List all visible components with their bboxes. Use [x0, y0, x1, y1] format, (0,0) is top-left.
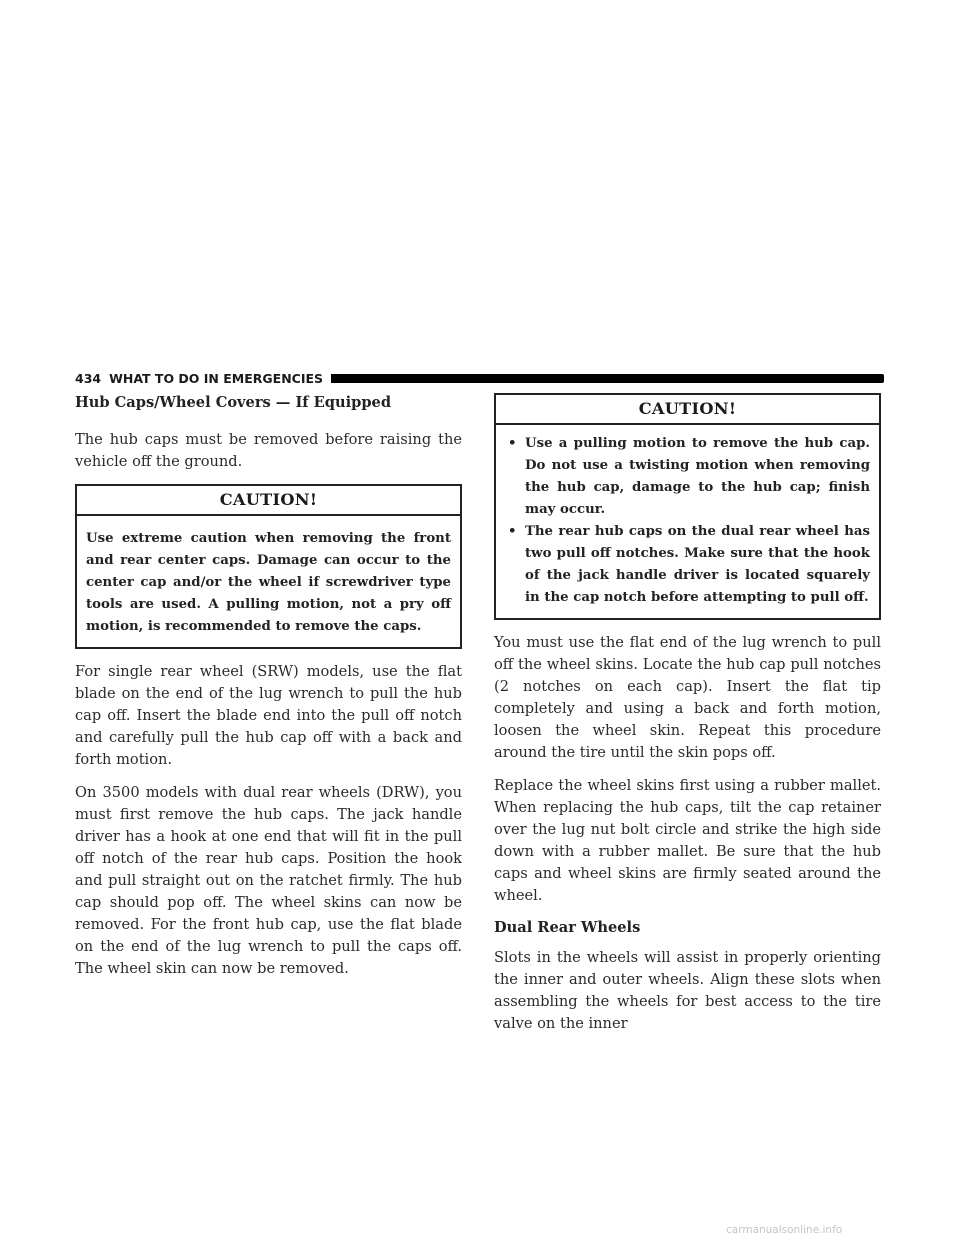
intro-paragraph: The hub caps must be removed before raising the vehicle off the ground. — [75, 431, 462, 470]
right-column — [494, 393, 881, 1046]
caution-item-text: Use a pulling motion to remove the hub cap. Do not use a twisting motion when removing the hub cap, damage to the hub cap; finish may occur. — [525, 436, 870, 517]
caution-box — [75, 484, 462, 649]
caution-list — [505, 433, 870, 609]
caution-title: CAUTION! — [77, 486, 460, 516]
caution-title: CAUTION! — [496, 395, 879, 425]
subsection-heading: Dual Rear Wheels — [494, 919, 641, 936]
caution-box-bulleted — [494, 393, 881, 620]
page-header — [75, 370, 884, 386]
bullet-icon: • — [508, 436, 517, 451]
caution-item-text: The rear hub caps on the dual rear wheel has two pull off notches. Make sure that the hook of the jack handle driver is located squarely in the cap notch before attempting to pull off. — [525, 524, 870, 605]
watermark: carmanualsonline.info — [726, 1224, 843, 1236]
section-title: WHAT TO DO IN EMERGENCIES — [109, 370, 324, 386]
caution-list-container — [496, 425, 879, 618]
caution-list-item — [505, 433, 870, 521]
bullet-icon: • — [508, 524, 517, 539]
section-heading: Hub Caps/Wheel Covers — If Equipped — [75, 394, 392, 411]
dual-wheels-paragraph: Slots in the wheels will assist in properly orienting the inner and outer wheels. Align these slots when assembling the wheels for best access to the tire valve on the inner — [494, 949, 881, 1032]
replace-paragraph: Replace the wheel skins first using a rubber mallet. When replacing the hub caps, tilt the cap retainer over the lug nut bolt circle and strike the high side down with a rubber mallet. Be sure that the hub caps and wheel skins are firmly seated around the wheel. — [494, 777, 881, 904]
page-number: 434 — [75, 370, 102, 386]
caution-list-item — [505, 521, 870, 609]
srw-paragraph: For single rear wheel (SRW) models, use the flat blade on the end of the lug wrench to pull the hub cap off. Insert the blade end into the pull off notch and carefully pull the hub cap off with a back and forth motion. — [75, 663, 462, 768]
wheel-skin-paragraph: You must use the flat end of the lug wrench to pull off the wheel skins. Locate the hub cap pull notches (2 notches on each cap). Insert the flat tip completely and using a back and forth motion, loosen the wheel skin. Repeat this procedure around the tire until the skin pops off. — [494, 634, 881, 761]
drw-paragraph: On 3500 models with dual rear wheels (DRW), you must first remove the hub caps. The jack handle driver has a hook at one end that will fit in the pull off notch of the rear hub caps. Position the hook and pull straight out on the ratchet firmly. The hub cap should pop off. The wheel skins can now be removed. For the front hub cap, use the flat blade on the end of the lug wrench to pull the caps off. The wheel skin can now be removed. — [75, 784, 462, 977]
header-rule — [331, 374, 884, 383]
left-column — [75, 393, 462, 991]
caution-text: Use extreme caution when removing the front and rear center caps. Damage can occur to the center cap and/or the wheel if screwdriver type tools are used. A pulling motion, not a pry off motion, is recommended to remove the caps. — [86, 531, 451, 634]
